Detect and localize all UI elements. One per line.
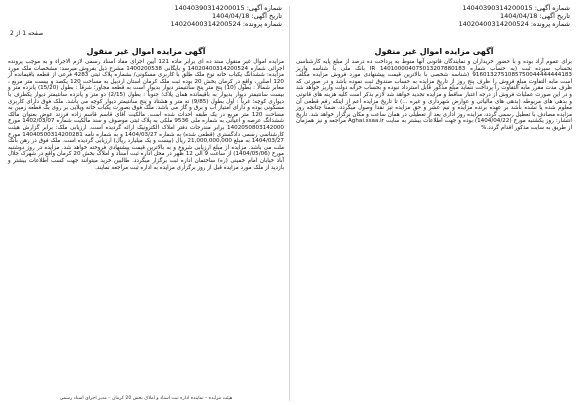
file-number: شماره پرونده: 14020400314200524 [458, 20, 570, 28]
notice-number: شماره آگهی: 14040390314200015 [174, 4, 282, 12]
right-page [292, 0, 576, 405]
page-number: صفحه 1 از 2 [10, 30, 44, 37]
notice-footer: هیئت مزایده – نماینده اداره ثبت اسناد و املاک بخش 20 کرمان – مدیر اجرای اسناد رسمی [59, 395, 233, 401]
notice-date: تاریخ آگهی: 1404/04/18 [211, 12, 282, 20]
page-divider [289, 6, 290, 401]
notice-body: برای عموم آراد بوده و با حضور خریداران و نمایندگان قانونی آنها منوط به پرداخت ده درصد از مبلغ پایه کارشناسی بحساب سپرده ثبت (به حساب شماره IR 140100004075013207880183 بانک ملی با شناسه واریز 9160132751085750044444444183 (شناسه شخصی با بالاترین قیمت پیشنهادی مورد فروش مزایده مکلف است مابه التفاوت مبلغ فروش را ظرف پنج روز از تاریخ مزایده به حساب صندوق ثبت نموده باشد و در صورتی که ظرف مدت مقرر مابه التفاوت را پرداخت ننماید مبلغ مذکور قابل استرداد نبوده و بحساب خزانه دولت واریز خواهد شد و در این صورت عملیات فروش از درجه اعتبار ساقط و مزایده تجدید خواهد شد لازم بذکر است کلیه هزینه های قانونی و بدهی های مربوطه (بدهی های مالیاتی و عوارض شهرداری و غیره ...) تا تاریخ مزایده اعم از اینکه رقم قطعی آن معلوم شده یا نشده باشد بر عهده برنده مزایده و نیم عشر و حق مزایده نیز نقدا وصول میگردد. ضمنا چنانچه روز مزایده مصادف با تعطیل رسمی گردد، مزایده روز اداری بعد از تعطیلی در همان ساعت و مکان برگزار خواهد شد. تاریخ انتشار: روز یکشنبه مورخ (1404/04/22) بوده و جهت اطلاعات بیشتر به سایت Aghai.ssaa.ir مراجعه و نیز همزمان از طریق به سایت مذکور اقدام گردد.% [296, 59, 572, 131]
left-page [4, 0, 288, 405]
notice-title: آگهی مزایده اموال غیر منقول [86, 47, 206, 56]
file-number: شماره پرونده: 14020400314200524 [170, 20, 282, 28]
notice-date: تاریخ آگهی: 1404/04/18 [499, 12, 570, 20]
notice-meta [458, 4, 570, 28]
notice-title: آگهی مزایده اموال غیر منقول [374, 47, 494, 56]
notice-meta [170, 4, 282, 28]
notice-number: شماره آگهی: 14040390314200015 [462, 4, 570, 12]
notice-body: مزایده اموال غیر منقول سند ده ای برابر ماده 121 آیین اجرای مفاد اسناد رسمی لازم الاجراء و به موجب پرونده اجرائی شماره 14020400314200524 و بایگانی 1400200538 مشرح ذیل بفروش میرسد: مشخصات ملک مورد مزایده: ششدانگ یکباب خانه نوع ملک طلق با کاربری مسکونی/ بشماره پلاک ثبتی 4283 فرعی از قطعه باقیمانده از 120 اصلی ، واقع در کرمان بخش 20 بوده ثبت ملک کرمان استان اردبیل به مساحت 120 یکصد و بیست متر مربع ، معابر شمالاً : بطول (10) پنج متر پنج سانتیمتر دیوار بدیوار است به قطعه مجاور؛ شرقاً : بطول (15/20) پانزده متر و بیست سانتیمتر دیوار بدیوار به باقیمانده همان پلاک؛ جنوباً : بطول (2/15) دو متر و پانزده سانتیمتر دیوار یکطرف با دیواری کوچه؛ غرباً : اول بطول (9/85) نه متر و هشتاد و پنج سانتیمتر دیوار کوچه می باشد. ملک فوق دارای کاربری مسکونی بوده و دارای امتیاز آب و برق و گاز می باشد. ملک فوق بصورت یکباب خانه ویلایی بر روی یک قطعه زمین به مساحت 120 متر مربع در یک طبقه احداث شده است. مالکیت آقای قاسم قاسم زاده فرزند عوض بعنوان مالک ششدانگ عرصه و اعیانی به شماره ملی 9536 ملکی به پلاک ثبتی موصوف و سند مالکیت شماره 1402/03/07 مورخ 1402050803142000 برابر مندرجات دفتر املاک الکترونیک ارائه گردیده است. ارزیابی ملک: برابر گزارش هیئت کارشناسی رسمی دادگستری (قطعی شده) به شماره 1404/03/27 و به شماره نامه 14040500314200281 مورخ 1404/03/27 به مبلغ 21,000,000,000 ریال (بیست و یک میلیارد ریال) ارزیابی گردیده است. ملک فوق در رهن بانک ملت می باشد. مزایده از مبلغ ارزیابی شروع و به بالاترین قیمت پیشنهادی فروخته خواهد شد. مزایده در روز دوشنبه مورخ (1404/05/06) از ساعت 9 الی 12 ظهر در محل اداره ثبت اسناد و املاک بخش 20 کرمان واقع در شهرک جلال آباد خیابان امام خمینی (ره) ساختمان اداره ثبت برگزار میگردد. طالبین خرید میتوانند جهت کسب اطلاعات بیشتر و بازدید از ملک مورد مزایده قبل از روز برگزاری مزایده به اداره ثبت مراجعه نمایند. [8, 59, 285, 171]
